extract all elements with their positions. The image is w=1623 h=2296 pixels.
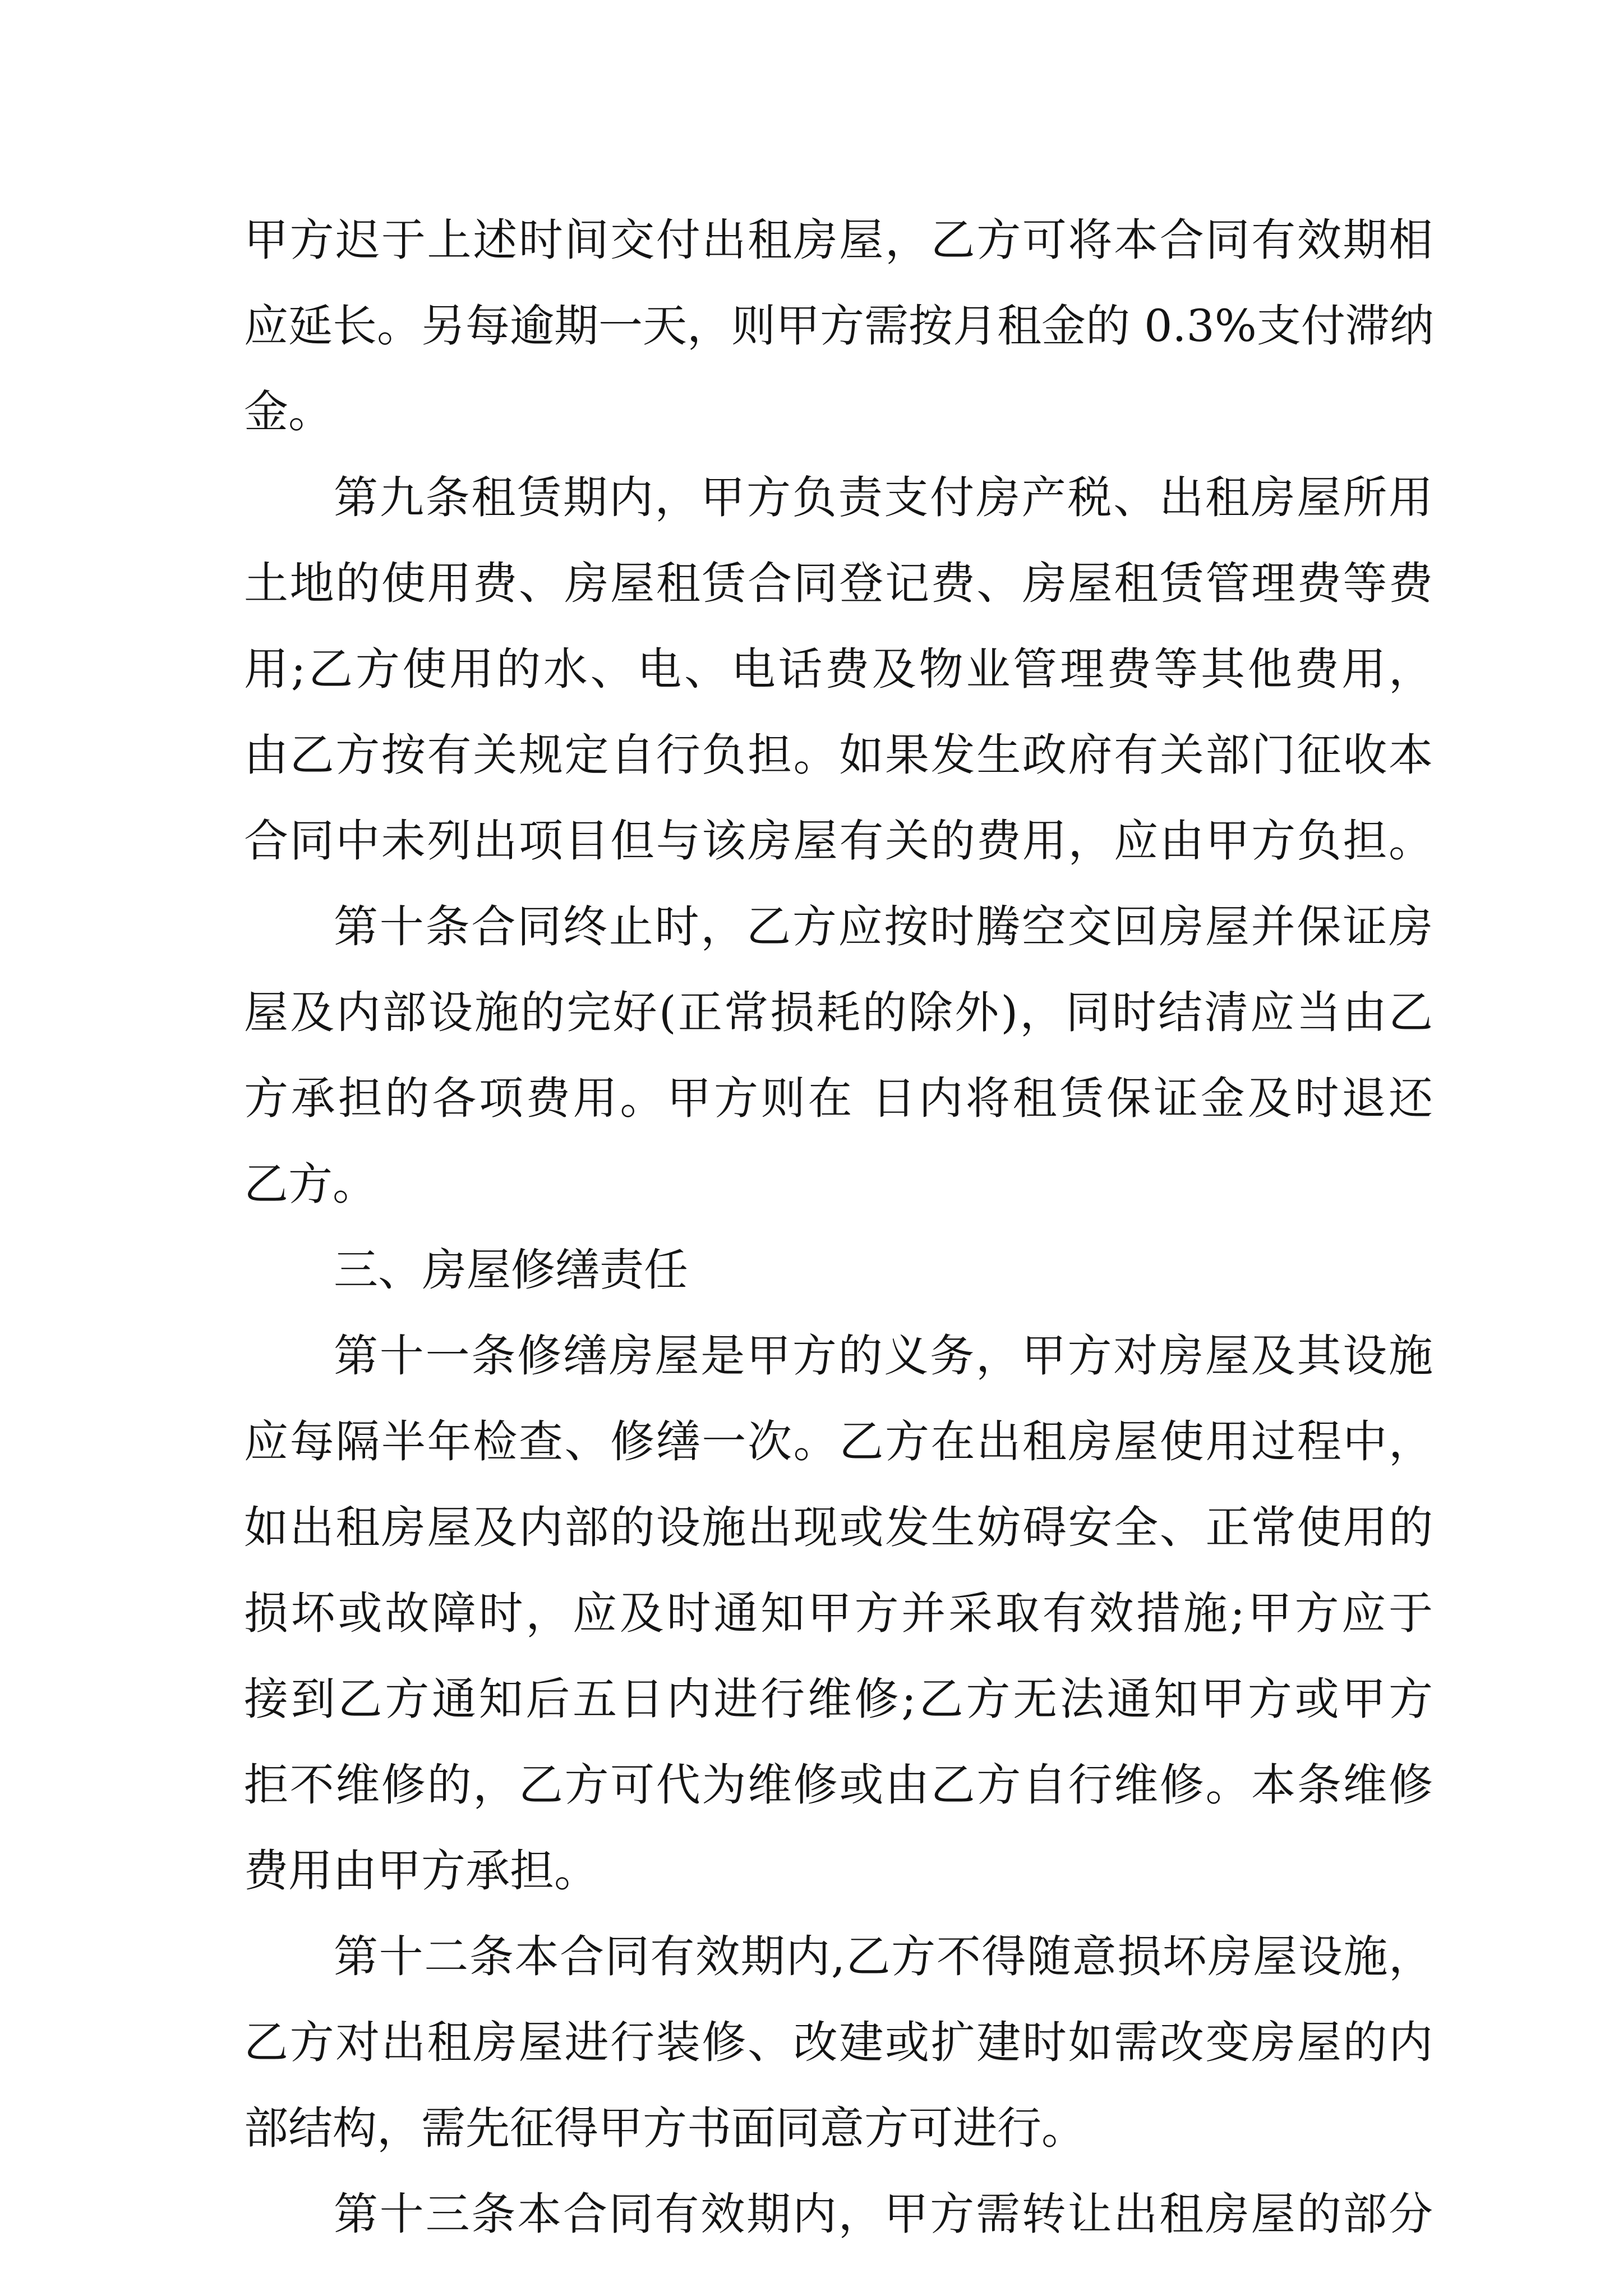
paragraph-first-line: 第十一条修缮房屋是甲方的义务，甲方对房屋及其设施 <box>334 1330 1433 1382</box>
paragraph-first-line: 第九条租赁期内，甲方负责支付房产税、出租房屋所用 <box>334 472 1433 523</box>
text-line: 乙方对出租房屋进行装修、改建或扩建时如需改变房屋的内 <box>244 2017 1433 2068</box>
text-line: 拒不维修的，乙方可代为维修或由乙方自行维修。本条维修 <box>244 1759 1433 1811</box>
paragraph-first-line: 第十条合同终止时，乙方应按时腾空交回房屋并保证房 <box>334 901 1433 953</box>
text-line: 合同中未列出项目但与该房屋有关的费用，应由甲方负担。 <box>244 815 1433 867</box>
text-line: 如出租房屋及内部的设施出现或发生妨碍安全、正常使用的 <box>244 1502 1433 1553</box>
text-line: 费用由甲方承担。 <box>244 1845 598 1897</box>
text-line: 金。 <box>244 386 333 438</box>
text-line: 应每隔半年检查、修缮一次。乙方在出租房屋使用过程中， <box>244 1416 1433 1467</box>
text-line: 土地的使用费、房屋租赁合同登记费、房屋租赁管理费等费 <box>244 558 1433 609</box>
section-heading: 三、房屋修缮责任 <box>334 1244 688 1296</box>
text-line: 应延长。另每逾期一天，则甲方需按月租金的 0.3%支付滞纳 <box>244 300 1434 352</box>
paragraph-first-line: 第十三条本合同有效期内，甲方需转让出租房屋的部分 <box>334 2188 1433 2240</box>
text-line: 屋及内部设施的完好(正常损耗的除外)，同时结清应当由乙 <box>244 987 1433 1038</box>
text-line: 由乙方按有关规定自行负担。如果发生政府有关部门征收本 <box>244 729 1433 781</box>
text-line: 甲方迟于上述时间交付出租房屋，乙方可将本合同有效期相 <box>244 214 1433 266</box>
text-line: 乙方。 <box>244 1158 377 1210</box>
text-line: 损坏或故障时，应及时通知甲方并采取有效措施;甲方应于 <box>244 1588 1433 1639</box>
text-line: 方承担的各项费用。甲方则在 日内将租赁保证金及时退还 <box>244 1073 1433 1124</box>
paragraph-first-line: 第十二条本合同有效期内,乙方不得随意损坏房屋设施， <box>334 1931 1433 1982</box>
text-line: 接到乙方通知后五日内进行维修;乙方无法通知甲方或甲方 <box>244 1673 1433 1725</box>
text-line: 用;乙方使用的水、电、电话费及物业管理费等其他费用， <box>244 643 1433 695</box>
text-line: 部结构，需先征得甲方书面同意方可进行。 <box>244 2102 1086 2154</box>
